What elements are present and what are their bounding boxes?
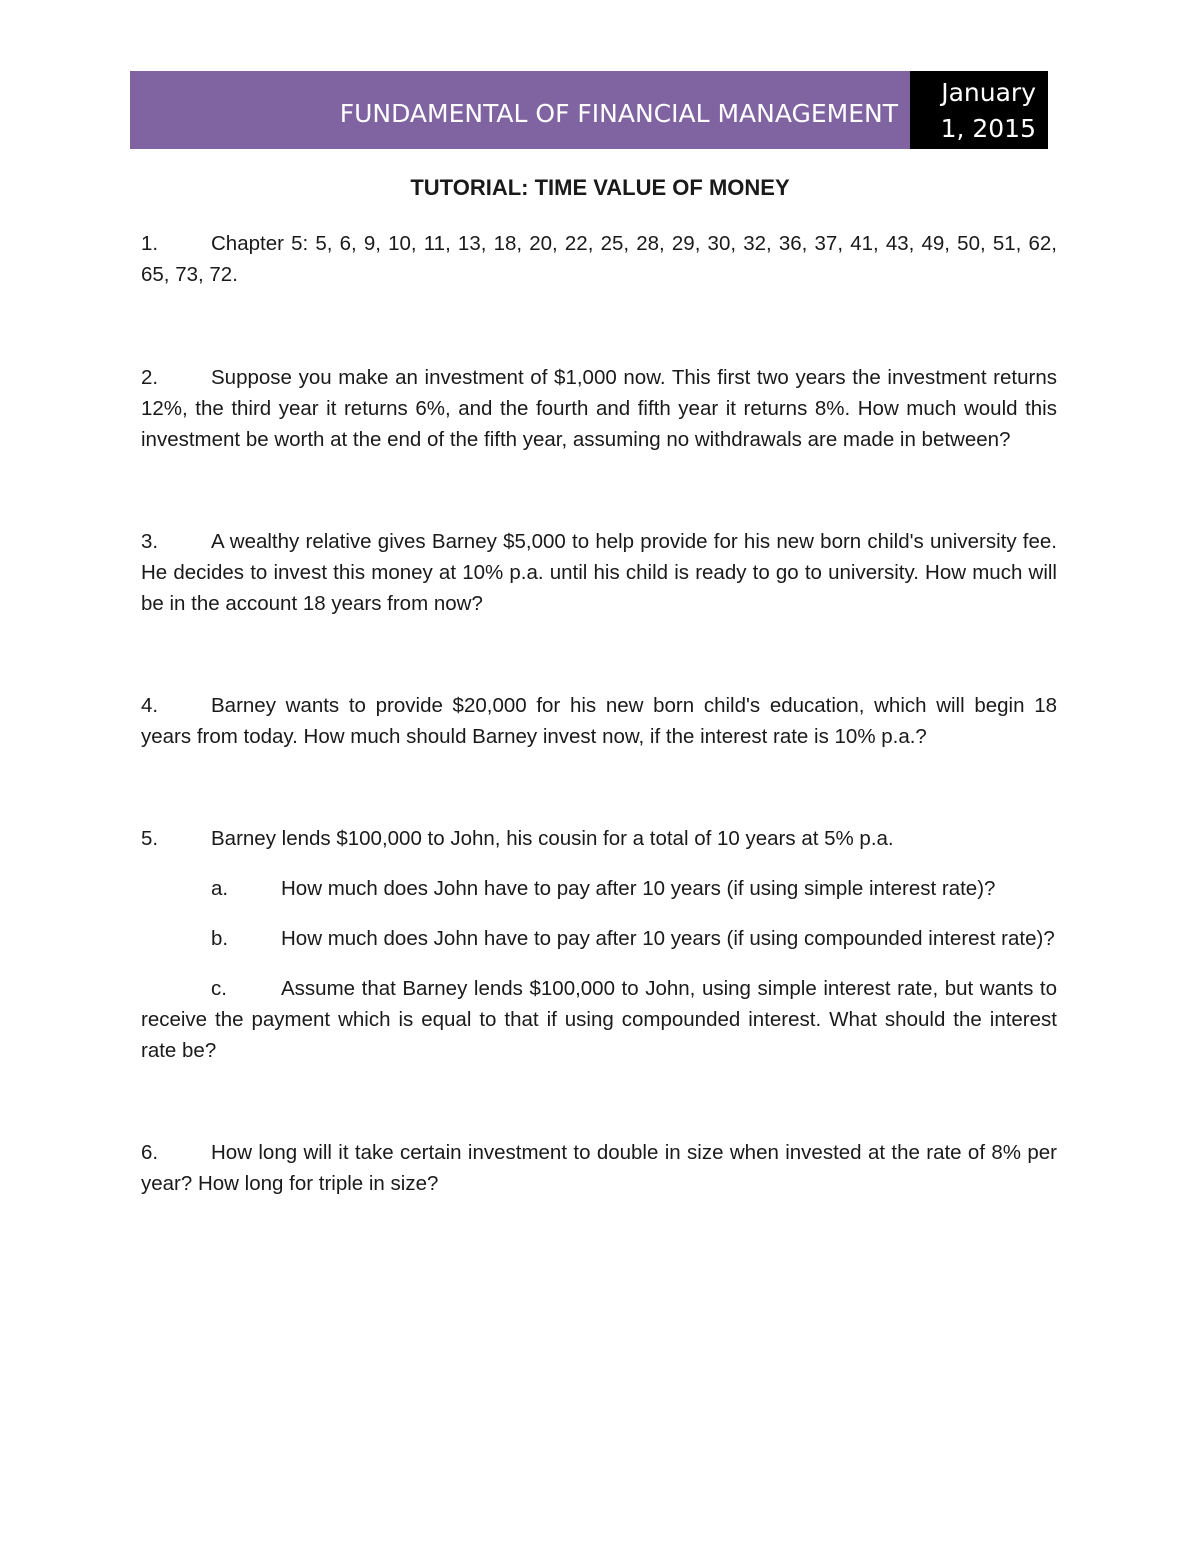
document-header	[130, 71, 1048, 149]
sub-question-text: Assume that Barney lends $100,000 to John, using simple interest rate, but wants to receive the payment which is equal to that if using compounded interest. What should the interest rate be?	[141, 977, 1057, 1062]
date-line-2: 1, 2015	[940, 114, 1036, 143]
question-number: 5.	[141, 827, 159, 850]
question-5-part-b	[141, 923, 1057, 954]
question-number: 6.	[141, 1141, 159, 1164]
question-number: 2.	[141, 366, 159, 389]
question-4	[141, 690, 1057, 752]
question-text: Suppose you make an investment of $1,000 now. This first two years the investment returns 12%, the third year it returns 6%, and the fourth and fifth year it returns 8%. How much would this investment be worth at the end of the fifth year, assuming no withdrawals are made in between?	[141, 366, 1057, 451]
sub-question-letter: b.	[211, 927, 229, 950]
page-title: TUTORIAL: TIME VALUE OF MONEY	[410, 175, 790, 200]
question-5-part-c	[141, 973, 1057, 1066]
question-3	[141, 526, 1057, 619]
header-date-box	[910, 71, 1048, 149]
question-number: 4.	[141, 694, 159, 717]
question-text: Chapter 5: 5, 6, 9, 10, 11, 13, 18, 20, 22, 25, 28, 29, 30, 32, 36, 37, 41, 43, 49, 50, 51, 62, 65, 73, 72.	[141, 232, 1057, 286]
question-number: 1.	[141, 232, 159, 255]
question-number: 3.	[141, 530, 159, 553]
question-text: Barney wants to provide $20,000 for his new born child's education, which will begin 18 years from today. How much should Barney invest now, if the interest rate is 10% p.a.?	[141, 694, 1057, 748]
question-list	[141, 228, 1057, 1199]
date-line-1: January	[941, 78, 1036, 107]
question-5	[141, 823, 1057, 854]
question-text: Barney lends $100,000 to John, his cousin for a total of 10 years at 5% p.a.	[211, 827, 894, 850]
question-text: A wealthy relative gives Barney $5,000 to help provide for his new born child's university fee. He decides to invest this money at 10% p.a. until his child is ready to go to university. How much will be in the account 18 years from now?	[141, 530, 1057, 615]
question-6	[141, 1137, 1057, 1199]
question-1	[141, 228, 1057, 290]
header-title-box	[130, 71, 910, 149]
sub-question-text: How much does John have to pay after 10 years (if using compounded interest rate)?	[281, 927, 1055, 950]
sub-question-letter: c.	[211, 977, 227, 1000]
course-title: FUNDAMENTAL OF FINANCIAL MANAGEMENT	[339, 98, 898, 128]
sub-question-letter: a.	[211, 877, 229, 900]
question-5-part-a	[141, 873, 1057, 904]
sub-question-text: How much does John have to pay after 10 years (if using simple interest rate)?	[281, 877, 996, 900]
question-text: How long will it take certain investment to double in size when invested at the rate of 8% per year? How long for triple in size?	[141, 1141, 1057, 1195]
question-2	[141, 362, 1057, 455]
